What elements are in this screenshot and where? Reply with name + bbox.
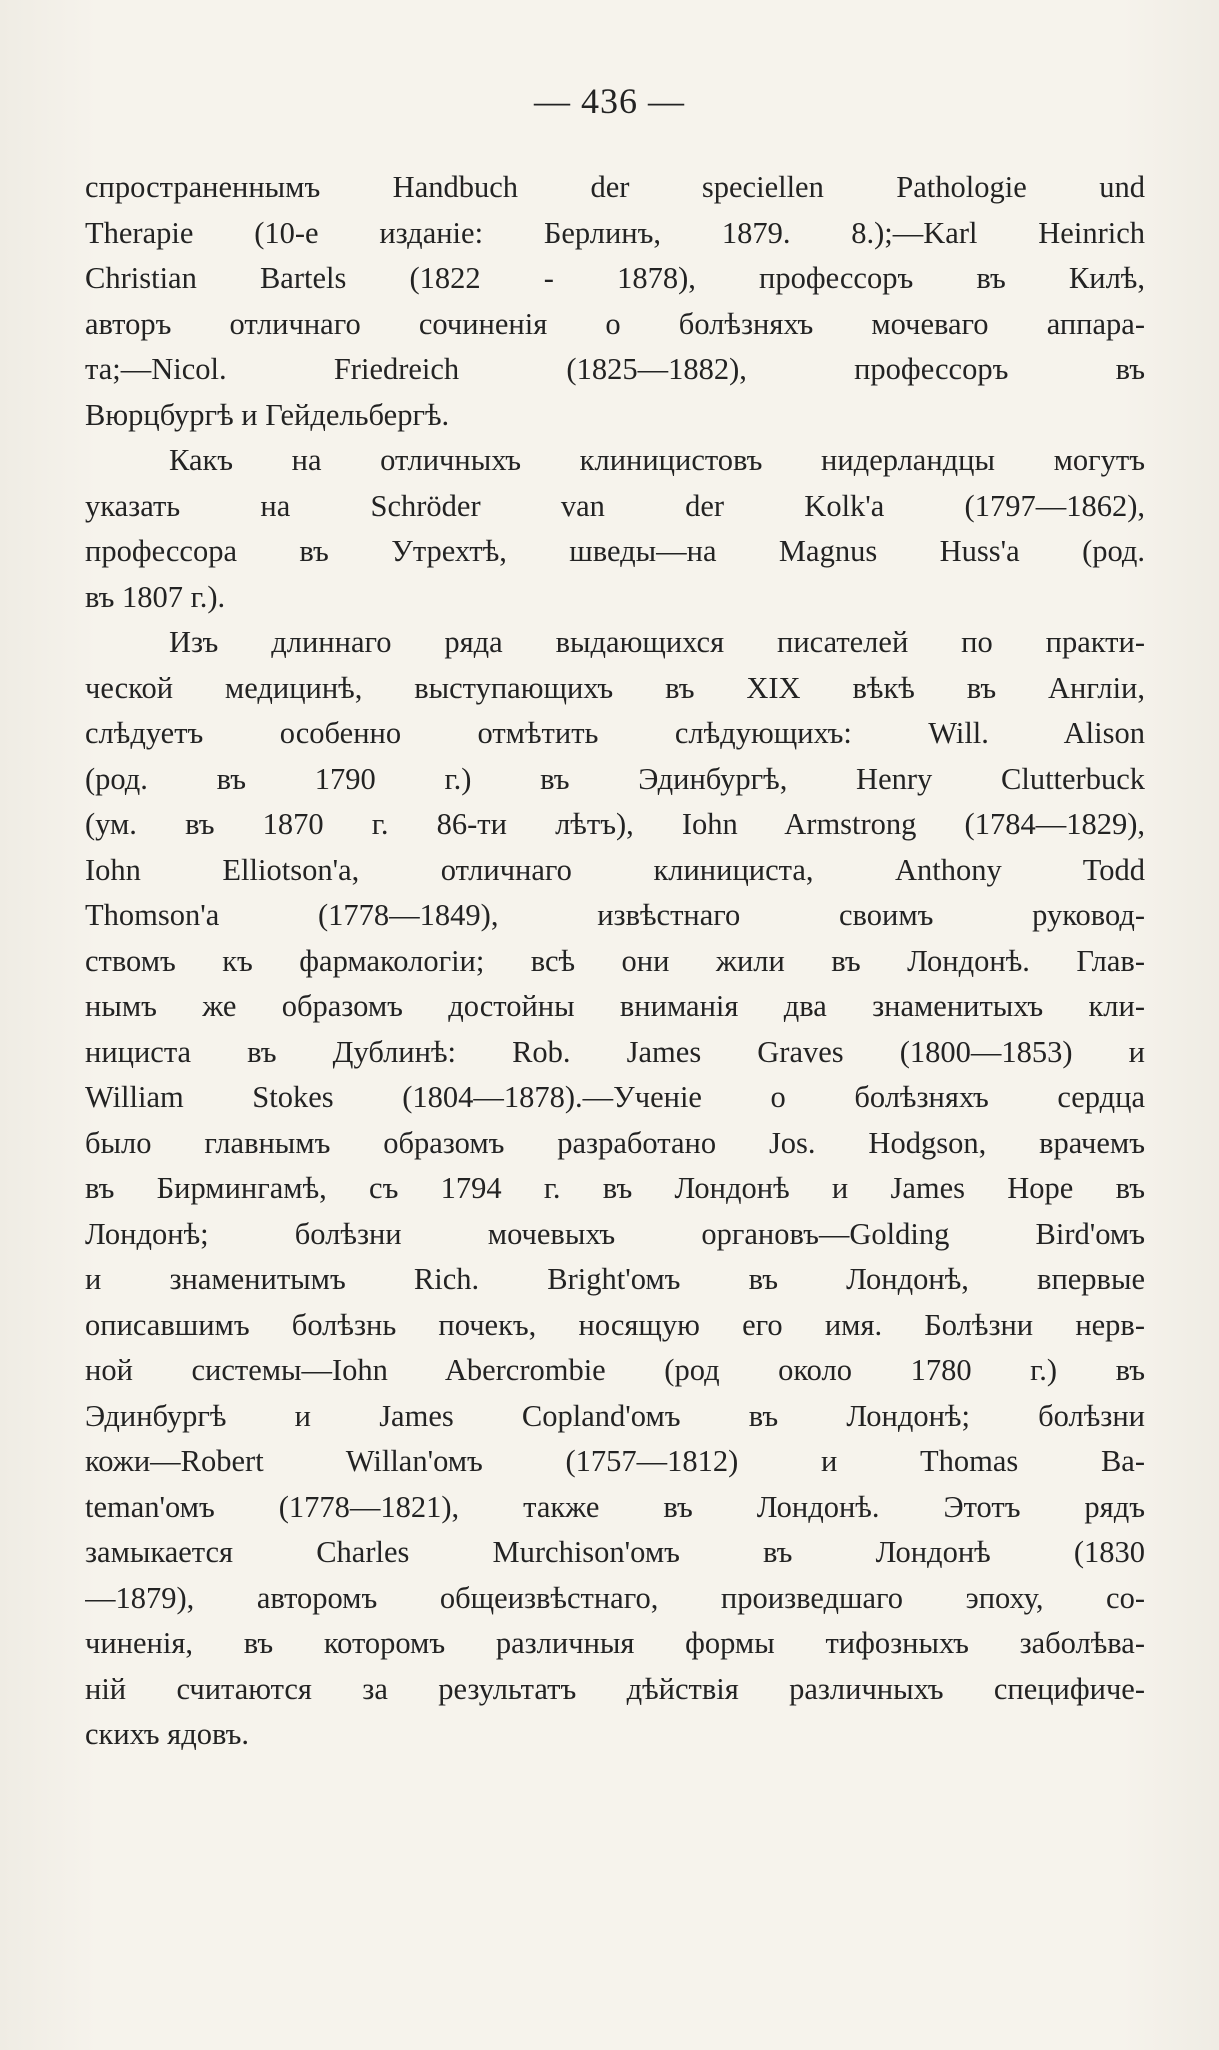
text-line: профессора въ Утрехтѣ, шведы—на Magnus Huss'a (род. [85, 534, 1145, 568]
text-line: чиненія, въ которомъ различныя формы тифозныхъ заболѣва- [85, 1626, 1145, 1660]
text-line: и знаменитымъ Rich. Bright'омъ въ Лондонѣ, впервые [85, 1262, 1145, 1296]
text-line: Christian Bartels (1822 - 1878), профессоръ въ Килѣ, [85, 261, 1145, 295]
text-line: замыкается Charles Murchison'омъ въ Лондонѣ (1830 [85, 1535, 1145, 1569]
text-line: въ Бирмингамѣ, съ 1794 г. въ Лондонѣ и James Hope въ [85, 1171, 1145, 1205]
text-line: слѣдуетъ особенно отмѣтить слѣдующихъ: Will. Alison [85, 716, 1145, 750]
text-line: Какъ на отличныхъ клиницистовъ нидерландцы могутъ [169, 443, 1145, 477]
text-line: ній считаются за результатъ дѣйствія различныхъ специфиче- [85, 1671, 1145, 1706]
text-line: Iohn Elliotson'a, отличнаго клинициста, Anthony Todd [85, 852, 1145, 887]
text-line: скихъ ядовъ. [85, 1717, 249, 1751]
text-line: Лондонѣ; болѣзни мочевыхъ органовъ—Golding Bird'омъ [85, 1216, 1145, 1251]
text-line: ствомъ къ фармакологіи; всѣ они жили въ Лондонѣ. Глав- [85, 943, 1145, 978]
text-line: Изъ длиннаго ряда выдающихся писателей по практи- [169, 625, 1145, 659]
text-line: та;—Nicol. Friedreich (1825—1882), профессоръ въ [85, 352, 1145, 386]
text-line: William Stokes (1804—1878).—Ученіе о болѣзняхъ сердца [85, 1080, 1145, 1114]
text-line: Эдинбургѣ и James Copland'омъ въ Лондонѣ; болѣзни [85, 1398, 1145, 1433]
paragraph [85, 165, 1145, 438]
text-line: (ум. въ 1870 г. 86-ти лѣтъ), Iohn Armstrong (1784—1829), [85, 807, 1145, 841]
text-line: въ 1807 г.). [85, 579, 226, 614]
text-line: нымъ же образомъ достойны вниманія два знаменитыхъ кли- [85, 989, 1145, 1023]
text-line: ной системы—Iohn Abercrombie (род около 1780 г.) въ [85, 1353, 1145, 1387]
text-line: Therapie (10-е изданіе: Берлинъ, 1879. 8.);—Karl Heinrich [85, 215, 1145, 250]
page-number: — 436 — [534, 81, 685, 121]
text-line: ческой медицинѣ, выступающихъ въ XIX вѣкѣ въ Англіи, [85, 670, 1145, 705]
text-line: teman'омъ (1778—1821), также въ Лондонѣ. Этотъ рядъ [85, 1489, 1145, 1524]
text-line: нициста въ Дублинѣ: Rob. James Graves (1800—1853) и [85, 1034, 1145, 1069]
paragraph [85, 620, 1145, 1758]
text-line: указать на Schröder van der Kolk'a (1797—1862), [85, 488, 1145, 523]
text-line: (род. въ 1790 г.) въ Эдинбургѣ, Henry Clutterbuck [85, 761, 1145, 796]
text-line: было главнымъ образомъ разработано Jos. Hodgson, врачемъ [85, 1125, 1145, 1160]
text-line: спространеннымъ Handbuch der speciellen Pathologie und [85, 170, 1145, 204]
body-text [85, 165, 1145, 1758]
paragraph [85, 438, 1145, 620]
text-line: Thomson'a (1778—1849), извѣстнаго своимъ руковод- [85, 898, 1145, 932]
text-line: описавшимъ болѣзнь почекъ, носящую его имя. Болѣзни нерв- [85, 1307, 1145, 1342]
text-line: кожи—Robert Willan'омъ (1757—1812) и Thomas Ba- [85, 1444, 1145, 1478]
text-line: —1879), авторомъ общеизвѣстнаго, произведшаго эпоху, со- [85, 1580, 1145, 1615]
text-line: Вюрцбургѣ и Гейдельбергѣ. [85, 397, 450, 432]
text-line: авторъ отличнаго сочиненія о болѣзняхъ мочеваго аппара- [85, 306, 1145, 341]
